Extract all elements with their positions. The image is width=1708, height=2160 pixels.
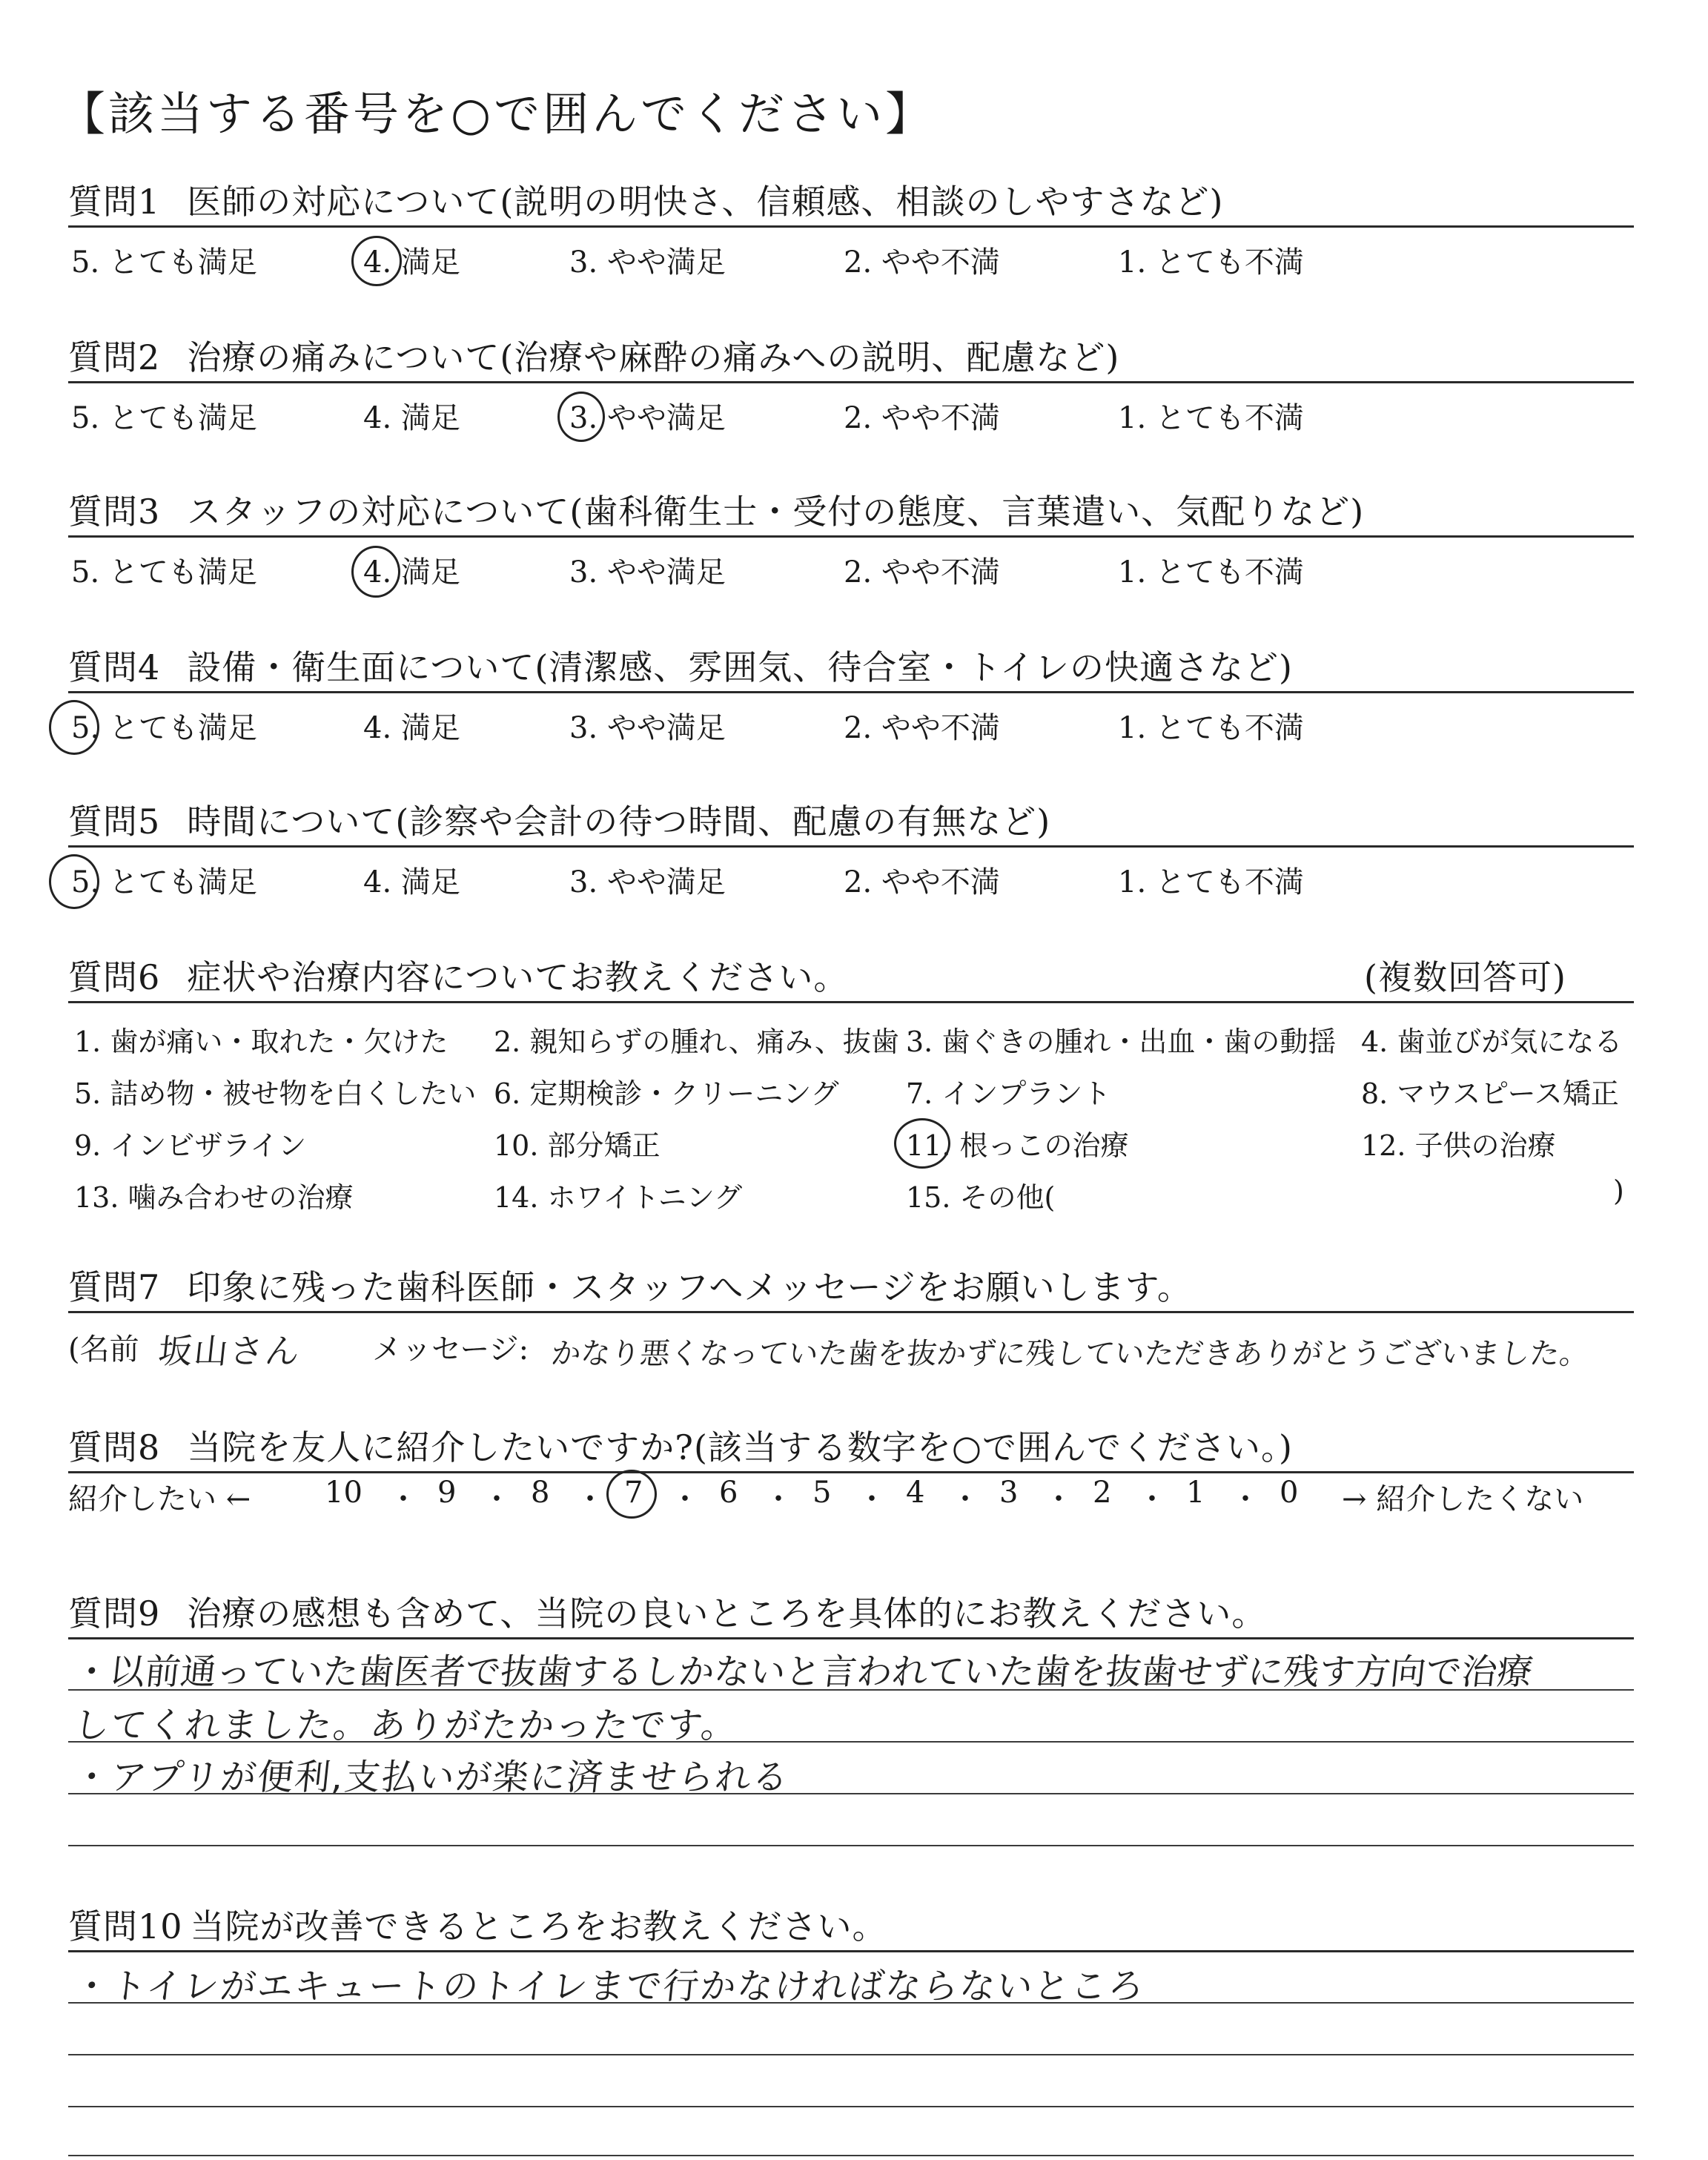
q5-option-2[interactable]: 2. やや不満	[844, 865, 1000, 899]
question-number: 質問5	[68, 802, 161, 842]
question-8-rule	[68, 1471, 1634, 1473]
q4-option-5[interactable]: 5. とても満足	[71, 711, 257, 745]
question-text: 当院を友人に紹介したいですか?(該当する数字を○で囲んでください。)	[187, 1427, 1293, 1467]
scale-7[interactable]: 7	[624, 1476, 643, 1510]
q3-option-3[interactable]: 3. やや満足	[569, 555, 726, 589]
recommend-right-label: → 紹介したくない	[1342, 1482, 1584, 1516]
q6-item-2[interactable]: 2. 親知らずの腫れ、痛み、抜歯	[494, 1025, 899, 1058]
scale-dot: ・	[857, 1482, 887, 1516]
question-3-rule	[68, 535, 1634, 538]
question-10-rule	[68, 1950, 1634, 1952]
q1-option-3[interactable]: 3. やや満足	[569, 245, 726, 280]
q4-option-4[interactable]: 4. 満足	[363, 711, 460, 745]
question-7-rule	[68, 1311, 1634, 1313]
scale-5[interactable]: 5	[812, 1476, 832, 1510]
q4-option-1[interactable]: 1. とても不満	[1118, 711, 1304, 745]
scale-dot: ・	[482, 1482, 512, 1516]
q9-answer-line-1[interactable]: ・以前通っていた歯医者で抜歯するしかないと言われていた歯を抜歯せずに残す方向で治療	[71, 1651, 1535, 1693]
q2-option-4[interactable]: 4. 満足	[363, 401, 460, 435]
question-3-title	[68, 485, 1364, 534]
question-number: 質問8	[68, 1427, 161, 1467]
q5-answer-circle	[49, 854, 99, 909]
question-4-title	[68, 641, 1293, 690]
scale-dot: ・	[950, 1482, 980, 1516]
q4-option-2[interactable]: 2. やや不満	[844, 711, 1000, 745]
q6-item-13[interactable]: 13. 噛み合わせの治療	[74, 1181, 354, 1214]
message-handwritten[interactable]: かなり悪くなっていた歯を抜かずに残していただきありがとうございました。	[549, 1337, 1592, 1371]
writing-line	[68, 2054, 1634, 2055]
scale-2[interactable]: 2	[1093, 1476, 1112, 1510]
question-number: 質問10	[68, 1906, 183, 1946]
q1-option-4[interactable]: 4. 満足	[363, 245, 460, 280]
writing-line	[68, 1741, 1634, 1743]
writing-line	[68, 2106, 1634, 2107]
q6-item-6[interactable]: 6. 定期検診・クリーニング	[494, 1077, 839, 1110]
q5-option-5[interactable]: 5. とても満足	[71, 865, 257, 899]
q6-item-11[interactable]: 11. 根っこの治療	[906, 1129, 1129, 1162]
question-text: 症状や治療内容についてお教えください。	[187, 957, 849, 997]
name-label: (名前	[68, 1332, 139, 1367]
question-8-title	[68, 1421, 1293, 1470]
q1-option-1[interactable]: 1. とても不満	[1118, 245, 1304, 280]
q6-item-7[interactable]: 7. インプラント	[906, 1077, 1111, 1110]
scale-6[interactable]: 6	[719, 1476, 738, 1510]
q3-answer-circle	[351, 546, 400, 598]
question-9-title	[68, 1587, 1266, 1636]
scale-9[interactable]: 9	[437, 1476, 457, 1510]
question-text: 治療の感想も含めて、当院の良いところを具体的にお教えください。	[187, 1593, 1267, 1634]
question-2-rule	[68, 381, 1634, 383]
q5-option-1[interactable]: 1. とても不満	[1118, 865, 1304, 899]
q6-item-10[interactable]: 10. 部分矯正	[494, 1129, 661, 1162]
q1-option-5[interactable]: 5. とても満足	[71, 245, 257, 280]
q3-option-5[interactable]: 5. とても満足	[71, 555, 257, 589]
q2-option-1[interactable]: 1. とても不満	[1118, 401, 1304, 435]
scale-1[interactable]: 1	[1186, 1476, 1205, 1510]
q6-item-4[interactable]: 4. 歯並びが気になる	[1361, 1025, 1623, 1058]
question-number: 質問9	[68, 1593, 161, 1634]
q6-item-1[interactable]: 1. 歯が痛い・取れた・欠けた	[74, 1025, 448, 1058]
question-1-title	[68, 175, 1223, 224]
q5-option-3[interactable]: 3. やや満足	[569, 865, 726, 899]
q6-item-15[interactable]: 15. その他(	[906, 1181, 1056, 1214]
instruction-header: 【該当する番号を○で囲んでください】	[59, 87, 935, 141]
question-text: 医師の対応について(説明の明快さ、信頼感、相談のしやすさなど)	[187, 182, 1224, 222]
question-number: 質問7	[68, 1267, 161, 1307]
q8-answer-circle	[606, 1470, 657, 1519]
question-5-rule	[68, 845, 1634, 848]
scale-0[interactable]: 0	[1280, 1476, 1299, 1510]
q5-option-4[interactable]: 4. 満足	[363, 865, 460, 899]
question-text: スタッフの対応について(歯科衛生士・受付の態度、言葉遣い、気配りなど)	[187, 492, 1365, 532]
q2-option-2[interactable]: 2. やや不満	[844, 401, 1000, 435]
q4-option-3[interactable]: 3. やや満足	[569, 711, 726, 745]
q9-answer-line-2[interactable]: してくれました。ありがたかったです。	[71, 1705, 741, 1746]
q3-option-4[interactable]: 4. 満足	[363, 555, 460, 589]
question-6-rule	[68, 1001, 1634, 1003]
question-number: 質問6	[68, 957, 161, 997]
question-number: 質問4	[68, 647, 161, 687]
question-6-title	[68, 951, 848, 1000]
q1-option-2[interactable]: 2. やや不満	[844, 245, 1000, 280]
q6-item-9[interactable]: 9. インビザライン	[74, 1129, 307, 1162]
question-number: 質問2	[68, 337, 161, 377]
scale-dot: ・	[1044, 1482, 1073, 1516]
q4-answer-circle	[49, 700, 99, 755]
question-text: 設備・衛生面について(清潔感、雰囲気、待合室・トイレの快適さなど)	[187, 647, 1293, 687]
question-7-title	[68, 1261, 1192, 1309]
writing-line	[68, 2002, 1634, 2004]
question-text: 治療の痛みについて(治療や麻酔の痛みへの説明、配慮など)	[187, 337, 1120, 377]
question-5-title	[68, 795, 1050, 844]
writing-line	[68, 1793, 1634, 1794]
question-text: 印象に残った歯科医師・スタッフへメッセージをお願いします。	[187, 1267, 1192, 1307]
q6-item-8[interactable]: 8. マウスピース矯正	[1361, 1077, 1619, 1110]
message-label: メッセージ:	[372, 1332, 529, 1367]
q6-item-15-close: )	[1613, 1175, 1624, 1207]
q1-answer-circle	[351, 236, 402, 286]
q3-option-1[interactable]: 1. とても不満	[1118, 555, 1304, 589]
question-text: 当院が改善できるところをお教えください。	[190, 1906, 887, 1946]
question-text: 時間について(診察や会計の待つ時間、配慮の有無など)	[187, 802, 1051, 842]
q2-answer-circle	[557, 392, 605, 442]
scale-3[interactable]: 3	[999, 1476, 1019, 1510]
question-1-rule	[68, 225, 1634, 228]
q6-item-5[interactable]: 5. 詰め物・被せ物を白くしたい	[74, 1077, 477, 1110]
scale-8[interactable]: 8	[531, 1476, 550, 1510]
scale-10[interactable]: 10	[325, 1476, 363, 1510]
q3-option-2[interactable]: 2. やや不満	[844, 555, 1000, 589]
multiple-answers-note: (複数回答可)	[1364, 957, 1566, 997]
question-9-rule	[68, 1637, 1634, 1639]
q2-option-3[interactable]: 3. やや満足	[569, 401, 726, 435]
recommend-left-label: 紹介したい ←	[68, 1482, 251, 1516]
writing-line	[68, 1845, 1634, 1846]
scale-dot: ・	[575, 1482, 605, 1516]
q6-answer-circle	[894, 1118, 950, 1169]
scale-4[interactable]: 4	[906, 1476, 925, 1510]
q6-item-12[interactable]: 12. 子供の治療	[1361, 1129, 1556, 1162]
scale-dot: ・	[764, 1482, 793, 1516]
q6-item-3[interactable]: 3. 歯ぐきの腫れ・出血・歯の動揺	[906, 1025, 1337, 1058]
q10-answer-line-1[interactable]: ・トイレがエキュートのトイレまで行かなければならないところ	[71, 1966, 1148, 2007]
scale-dot: ・	[1231, 1482, 1260, 1516]
question-number: 質問3	[68, 492, 161, 532]
writing-line	[68, 1689, 1634, 1691]
name-handwritten[interactable]: 坂山さん	[156, 1331, 303, 1371]
question-2-title	[68, 331, 1119, 380]
scale-dot: ・	[388, 1482, 418, 1516]
question-10-title	[68, 1900, 887, 1949]
scale-dot: ・	[670, 1482, 700, 1516]
q2-option-5[interactable]: 5. とても満足	[71, 401, 257, 435]
question-4-rule	[68, 691, 1634, 693]
q9-answer-line-3[interactable]: ・アプリが便利,支払いが楽に済ませられる	[71, 1757, 792, 1798]
question-number: 質問1	[68, 182, 161, 222]
writing-line	[68, 2155, 1634, 2156]
q6-item-14[interactable]: 14. ホワイトニング	[494, 1181, 743, 1214]
scale-dot: ・	[1137, 1482, 1167, 1516]
